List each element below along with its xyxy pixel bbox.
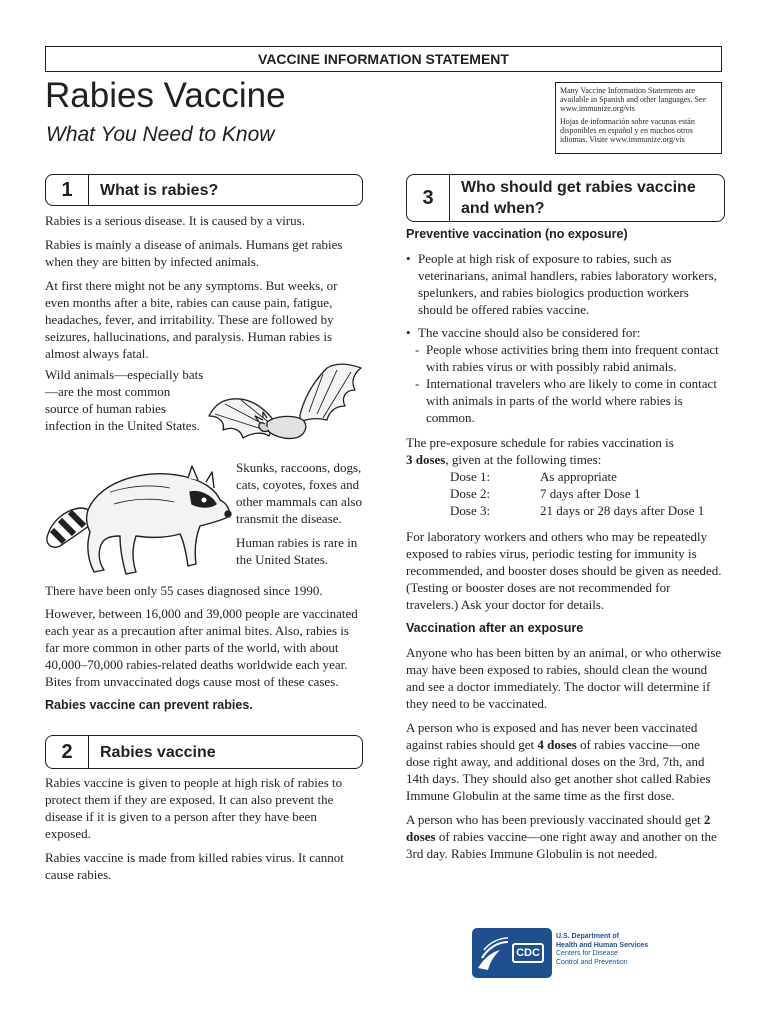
dose-row: [406, 468, 724, 485]
schedule-intro: The pre-exposure schedule for rabies vaccination is 3 doses, given at the following times:: [406, 435, 674, 467]
bullet-item: [406, 250, 724, 318]
section-2-header: [45, 735, 363, 769]
section-1-paragraph: At first there might not be any symptoms. But weeks, or even months after a bite, rabies can cause pain, fatigue, headaches, fever, and irritability. These are followed by seizures, hallucinations, and paralysis. Human rabies is almost always fatal.: [45, 278, 338, 361]
vis-label: VACCINE INFORMATION STATEMENT: [258, 51, 509, 67]
rabies-rare-text: Human rabies is rare in the United States.: [236, 535, 358, 567]
page-title: Rabies Vaccine: [45, 76, 286, 115]
language-note-spanish: Hojas de información sobre vacunas están disponibles en español y en muchos otros idiomas. Visite www.immunize.org/vis: [560, 117, 695, 144]
dose-label: Dose 2:: [450, 486, 491, 501]
dose-count: 3 doses: [406, 452, 446, 467]
cdc-logo: CDC: [512, 943, 544, 963]
skunks-paragraph: Skunks, raccoons, dogs, cats, coyotes, foxes and other mammals can also transmit the disease.: [236, 460, 362, 526]
exposure-paragraph: A person who has been previously vaccinated should get 2 doses of rabies vaccine—one right away and another on the 3rd day. Rabies Immune Globulin is not needed.: [406, 812, 717, 861]
post-exposure-heading: Vaccination after an exposure: [406, 621, 584, 635]
section-2-number: 2: [46, 736, 89, 768]
cdc-logo-block: [472, 928, 552, 983]
section-3-number: 3: [407, 175, 450, 221]
preventive-vaccination-heading: Preventive vaccination (no exposure): [406, 227, 628, 241]
skunks-text: [236, 459, 364, 575]
dose-schedule-table: [406, 468, 724, 519]
section-2-body: [45, 774, 363, 890]
section-1-number: 1: [46, 175, 89, 205]
section-2-paragraph: Rabies vaccine is made from killed rabies virus. It cannot cause rabies.: [45, 850, 344, 882]
section-1-paragraph: Rabies is a serious disease. It is caused by a virus.: [45, 213, 305, 228]
section-1-paragraph: Rabies is mainly a disease of animals. Humans get rabies when they are bitten by infected animals.: [45, 237, 343, 269]
hhs-agency-text: U.S. Department of Health and Human Services Centers for Disease Control and Prevention: [556, 933, 649, 966]
language-note-english: Many Vaccine Information Statements are available in Spanish and other languages. See www.immunize.org/vis: [560, 86, 706, 113]
section-3-title: Who should get rabies vaccine and when?: [461, 179, 696, 217]
dose-label: Dose 1:: [450, 469, 491, 484]
prevent-rabies-statement: Rabies vaccine can prevent rabies.: [45, 698, 253, 712]
exposure-paragraph: A person who is exposed and has never been vaccinated against rabies should get 4 doses of rabies vaccine—one dose right away, and additional doses on the 3rd, 7th, and 14th days. They should also get another shot called Rabies Immune Globulin at the same time as the first dose.: [406, 720, 711, 803]
cases-diagnosed-text: There have been only 55 cases diagnosed since 1990.: [45, 583, 323, 598]
bat-illustration: [205, 360, 365, 455]
section-1-title: What is rabies?: [100, 181, 219, 199]
raccoon-illustration: [40, 452, 236, 582]
section-1-body-lower: [45, 582, 363, 721]
dose-row: [406, 485, 724, 502]
wild-animals-text: Wild animals—especially bats—are the most common source of human rabies infection in the United States.: [45, 367, 204, 433]
section-1-header: [45, 174, 363, 206]
exposure-paragraph: Anyone who has been bitten by an animal, or who otherwise may have been exposed to rabies, should clean the wound and see a doctor immediately. The doctor will determine if they need to be vaccinated.: [406, 645, 722, 711]
dash-text: People whose activities bring them into frequent contact with rabies virus or with possibly rabid animals.: [426, 342, 719, 374]
bullet-text: People at high risk of exposure to rabies, such as veterinarians, animal handlers, rabies laboratory workers, spelunkers, and rabies biologics production workers should be offered rabies vaccine.: [418, 251, 717, 317]
section-2-paragraph: Rabies vaccine is given to people at high risk of rabies to protect them if they are exposed. It can also prevent the disease if it is given to a person after they have been exposed.: [45, 775, 343, 841]
section-3-body: [406, 226, 724, 869]
section-1-paragraph: However, between 16,000 and 39,000 people are vaccinated each year as a precaution after animal bites. Also, rabies is far more common in other parts of the world, with about 40,000–70,000 rabies-related deaths worldwide each year. Bites from unvaccinated dogs cause most of these cases.: [45, 606, 358, 689]
page-subtitle: What You Need to Know: [46, 123, 275, 146]
dash-item: - People whose activities bring them into frequent contact with rabies virus or with possibly rabid animals.: [415, 342, 719, 374]
section-3-header: [406, 174, 725, 222]
dash-item: - International travelers who are likely to come in contact with animals in parts of the world where rabies is common.: [415, 376, 717, 425]
dash-text: International travelers who are likely to come in contact with animals in parts of the world where rabies is common.: [426, 376, 717, 425]
dose-time: 21 days or 28 days after Dose 1: [540, 503, 705, 518]
lab-workers-paragraph: For laboratory workers and others who may be repeatedly exposed to rabies virus, periodic testing for immunity is recommended, and booster doses should be given as needed. (Testing or booster doses are not recommended for travelers.) Ask your doctor for details.: [406, 529, 722, 612]
dose-time: As appropriate: [540, 469, 617, 484]
bullet-text: The vaccine should also be considered for:: [418, 325, 641, 340]
bullet-item: [406, 324, 724, 341]
dose-time: 7 days after Dose 1: [540, 486, 641, 501]
vis-header-bar: [45, 46, 722, 72]
dose-row: [406, 502, 724, 519]
section-1-body: [45, 212, 363, 369]
language-note-box: [555, 82, 722, 154]
section-2-title: Rabies vaccine: [100, 743, 216, 761]
dose-label: Dose 3:: [450, 503, 491, 518]
